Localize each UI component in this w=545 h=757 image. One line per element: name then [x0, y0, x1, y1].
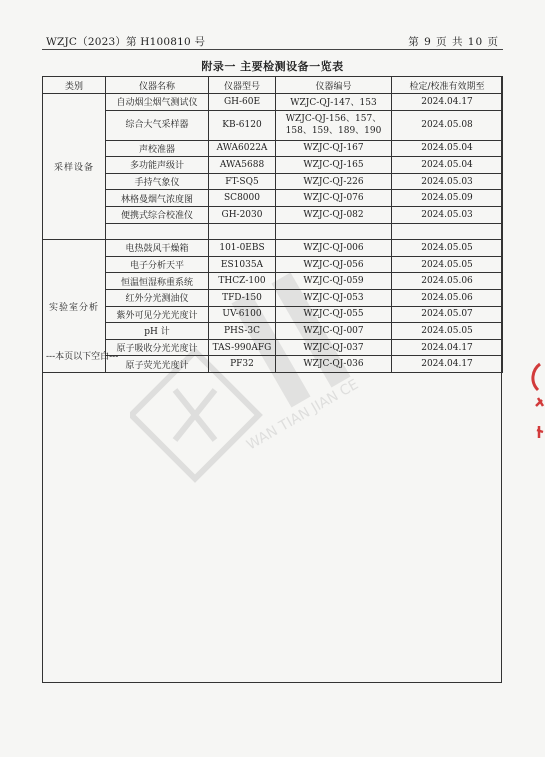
- instrument-name: 原子吸收分光光度计: [106, 339, 209, 356]
- table-header-row: [43, 77, 503, 94]
- valid-until: 2024.05.04: [392, 140, 503, 157]
- instrument-id: WZJC-QJ-165: [276, 157, 392, 174]
- instrument-model: TFD-150: [209, 289, 276, 306]
- column-header: 类别: [43, 77, 106, 94]
- instrument-id: WZJC-QJ-055: [276, 306, 392, 323]
- table-row: [43, 206, 503, 223]
- instrument-name: 红外分光测油仪: [106, 289, 209, 306]
- table-row: [43, 223, 503, 240]
- valid-until: 2024.05.07: [392, 306, 503, 323]
- instrument-model: AWA5688: [209, 157, 276, 174]
- header-divider: [42, 49, 503, 50]
- instrument-model: SC8000: [209, 190, 276, 207]
- instrument-id: WZJC-QJ-006: [276, 240, 392, 257]
- valid-until: 2024.04.17: [392, 339, 503, 356]
- valid-until: 2024.05.04: [392, 157, 503, 174]
- instrument-name: 林格曼烟气浓度图: [106, 190, 209, 207]
- valid-until: 2024.04.17: [392, 356, 503, 373]
- instrument-id: WZJC-QJ-147、153: [276, 94, 392, 111]
- instrument-model: FT-SQ5: [209, 173, 276, 190]
- equipment-table: [42, 76, 503, 373]
- instrument-model: GH-60E: [209, 94, 276, 111]
- valid-until: 2024.05.05: [392, 256, 503, 273]
- instrument-id: WZJC-QJ-007: [276, 323, 392, 340]
- watermark-text: WAN TIAN JIAN CE: [244, 376, 362, 454]
- table-row: [43, 94, 503, 111]
- table-row: [43, 157, 503, 174]
- table-row: [43, 140, 503, 157]
- instrument-name: 便携式综合校准仪: [106, 206, 209, 223]
- valid-until: 2024.04.17: [392, 94, 503, 111]
- instrument-name: 原子荧光光度计: [106, 356, 209, 373]
- column-header: 检定/校准有效期至: [392, 77, 503, 94]
- table-row: [43, 240, 503, 257]
- instrument-id: WZJC-QJ-059: [276, 273, 392, 290]
- instrument-id: WZJC-QJ-156、157、158、159、189、190: [276, 110, 392, 140]
- instrument-name: 手持气象仪: [106, 173, 209, 190]
- report-number: WZJC（2023）第 H100810 号: [46, 36, 206, 48]
- instrument-name: 恒温恒湿称重系统: [106, 273, 209, 290]
- column-header: 仪器型号: [209, 77, 276, 94]
- instrument-name: 自动烟尘烟气测试仪: [106, 94, 209, 111]
- category-cell: 采样设备: [43, 94, 106, 240]
- valid-until: 2024.05.03: [392, 173, 503, 190]
- instrument-model: GH-2030: [209, 206, 276, 223]
- table-row: [43, 289, 503, 306]
- valid-until: 2024.05.05: [392, 323, 503, 340]
- instrument-id: [276, 223, 392, 240]
- table-row: [43, 323, 503, 340]
- category-cell: 实验室分析: [43, 240, 106, 373]
- instrument-model: TAS-990AFG: [209, 339, 276, 356]
- instrument-model: ES1035A: [209, 256, 276, 273]
- column-header: 仪器编号: [276, 77, 392, 94]
- instrument-id: WZJC-QJ-053: [276, 289, 392, 306]
- blank-below-note: ---本页以下空白---: [46, 352, 119, 362]
- valid-until: 2024.05.06: [392, 289, 503, 306]
- valid-until: [392, 223, 503, 240]
- instrument-id: WZJC-QJ-056: [276, 256, 392, 273]
- page-indicator: 第 9 页 共 10 页: [408, 36, 499, 48]
- table-row: [43, 190, 503, 207]
- table-row: [43, 256, 503, 273]
- instrument-id: WZJC-QJ-167: [276, 140, 392, 157]
- instrument-id: WZJC-QJ-082: [276, 206, 392, 223]
- instrument-model: KB-6120: [209, 110, 276, 140]
- instrument-model: PF32: [209, 356, 276, 373]
- instrument-model: UV-6100: [209, 306, 276, 323]
- instrument-name: 紫外可见分光光度计: [106, 306, 209, 323]
- instrument-name: 电热鼓风干燥箱: [106, 240, 209, 257]
- valid-until: 2024.05.06: [392, 273, 503, 290]
- table-row: [43, 306, 503, 323]
- valid-until: 2024.05.08: [392, 110, 503, 140]
- instrument-name: 综合大气采样器: [106, 110, 209, 140]
- table-row: [43, 110, 503, 140]
- instrument-id: WZJC-QJ-076: [276, 190, 392, 207]
- instrument-name: 声校准器: [106, 140, 209, 157]
- instrument-model: AWA6022A: [209, 140, 276, 157]
- instrument-id: WZJC-QJ-037: [276, 339, 392, 356]
- instrument-name: pH 计: [106, 323, 209, 340]
- instrument-model: THCZ-100: [209, 273, 276, 290]
- valid-until: 2024.05.05: [392, 240, 503, 257]
- instrument-model: [209, 223, 276, 240]
- instrument-model: 101-0EBS: [209, 240, 276, 257]
- instrument-id: WZJC-QJ-226: [276, 173, 392, 190]
- table-row: [43, 173, 503, 190]
- instrument-name: [106, 223, 209, 240]
- column-header: 仪器名称: [106, 77, 209, 94]
- instrument-model: PHS-3C: [209, 323, 276, 340]
- valid-until: 2024.05.09: [392, 190, 503, 207]
- table-title: 附录一 主要检测设备一览表: [201, 60, 344, 73]
- instrument-id: WZJC-QJ-036: [276, 356, 392, 373]
- table-row: [43, 273, 503, 290]
- instrument-name: 电子分析天平: [106, 256, 209, 273]
- valid-until: 2024.05.03: [392, 206, 503, 223]
- seal-stamp-fragment: [526, 360, 545, 450]
- instrument-name: 多功能声级计: [106, 157, 209, 174]
